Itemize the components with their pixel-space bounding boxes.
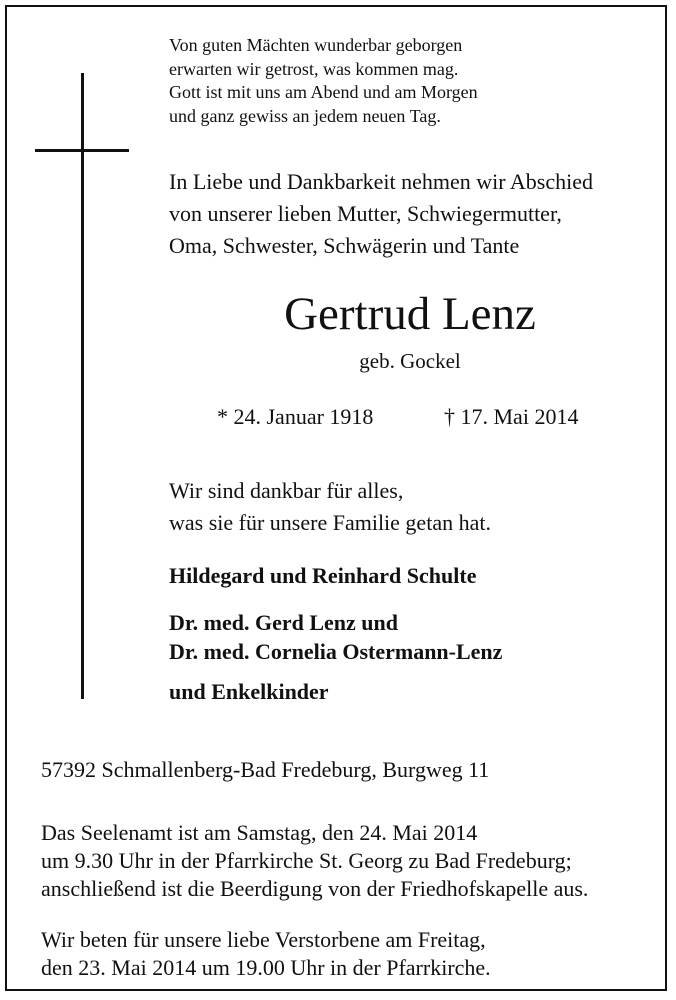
mass-line: anschließend ist die Beerdigung von der Friedhofskapelle aus. (41, 876, 589, 901)
signatory-line: Hildegard und Reinhard Schulte (169, 563, 477, 588)
intro-text (169, 166, 593, 262)
cross-horizontal-bar (35, 149, 129, 152)
address: 57392 Schmallenberg-Bad Fredeburg, Burgweg 11 (41, 757, 490, 782)
signatory-line: und Enkelkinder (169, 679, 329, 704)
mass-line: Das Seelenamt ist am Samstag, den 24. Mai 2014 (41, 820, 478, 845)
cross-vertical-bar (81, 73, 84, 699)
signatory-group (169, 561, 476, 590)
mass-line: um 9.30 Uhr in der Pfarrkirche St. Georg zu Bad Fredeburg; (41, 848, 572, 873)
poem-line: Von guten Mächten wunderbar geborgen (169, 35, 463, 55)
thanks-line: was sie für unsere Familie getan hat. (169, 510, 491, 535)
poem-line: erwarten wir getrost, was kommen mag. (169, 58, 459, 79)
prayer-info (41, 926, 491, 982)
signatory-group (169, 677, 329, 706)
obituary-notice (5, 5, 667, 991)
poem-verse (169, 34, 478, 128)
thanks-text (169, 475, 491, 539)
funeral-mass-info (41, 819, 588, 903)
death-date: † 17. Mai 2014 (444, 404, 579, 429)
signatory-group (169, 608, 502, 666)
intro-line: In Liebe und Dankbarkeit nehmen wir Abschied (169, 169, 593, 194)
poem-line: und ganz gewiss an jedem neuen Tag. (169, 105, 441, 126)
signatory-line: Dr. med. Gerd Lenz und (169, 610, 398, 635)
thanks-line: Wir sind dankbar für alles, (169, 478, 404, 503)
intro-line: von unserer lieben Mutter, Schwiegermutter, (169, 201, 562, 226)
intro-line: Oma, Schwester, Schwägerin und Tante (169, 233, 520, 258)
maiden-name: geb. Gockel (359, 349, 461, 373)
poem-line: Gott ist mit uns am Abend und am Morgen (169, 82, 478, 102)
prayer-line: Wir beten für unsere liebe Verstorbene am Freitag, (41, 927, 486, 952)
deceased-name: Gertrud Lenz (284, 288, 536, 340)
signatory-line: Dr. med. Cornelia Ostermann-Lenz (169, 639, 503, 664)
prayer-line: den 23. Mai 2014 um 19.00 Uhr in der Pfarrkirche. (41, 955, 491, 980)
birth-date: * 24. Januar 1918 (217, 404, 374, 429)
